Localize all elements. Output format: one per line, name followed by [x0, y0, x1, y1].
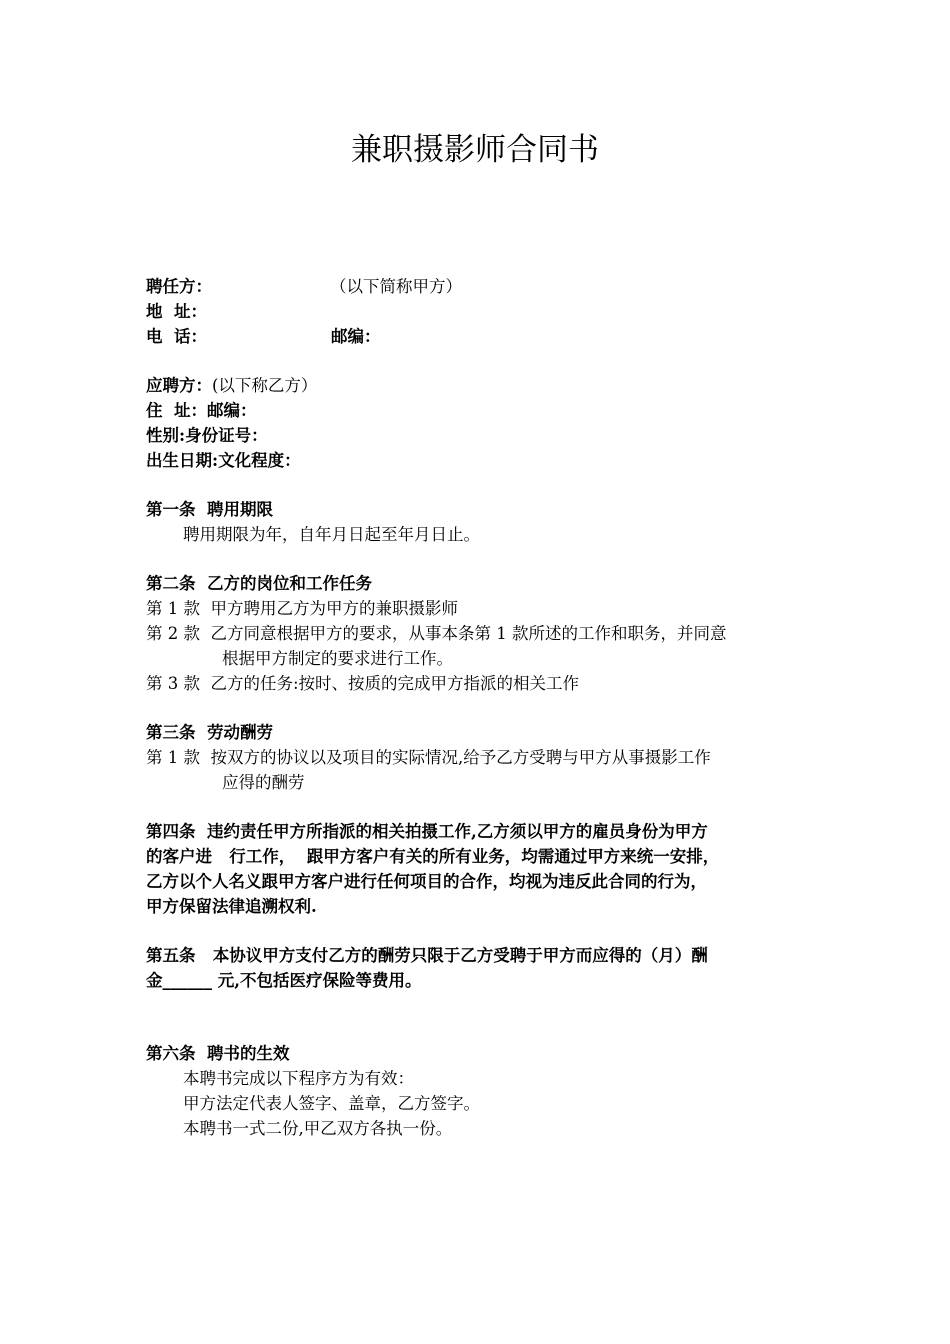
spacer: [146, 349, 810, 373]
article3-heading: 第三条 劳动酬劳: [146, 723, 273, 742]
spacer: [146, 547, 810, 571]
spacer: [146, 795, 810, 819]
employee-birth-line: [146, 448, 810, 473]
employer-address-label: 地 址：: [146, 302, 207, 321]
clause-label: 第 2 款: [146, 624, 211, 643]
article5-line: 第五条 本协议甲方支付乙方的酬劳只限于乙方受聘于甲方而应得的（月）酬: [146, 946, 708, 965]
clause-continuation: 根据甲方制定的要求进行工作。: [222, 649, 453, 668]
article4-line: 第四条 违约责任甲方所指派的相关拍摄工作,乙方须以甲方的雇员身份为甲方: [146, 822, 708, 841]
employer-note: （以下简称甲方）: [330, 277, 462, 296]
employee-gender-label: 性别:: [146, 426, 186, 445]
employee-postcode-label: 邮编：: [207, 401, 257, 420]
article3-item-1: [146, 745, 810, 770]
employee-birth-label: 出生日期:: [146, 451, 219, 470]
spacer: [146, 473, 810, 497]
clause-text: 按双方的协议以及项目的实际情况,给予乙方受聘与甲方从事摄影工作: [210, 748, 711, 767]
employee-address-line: [146, 398, 810, 423]
employee-address-label: 住 址：: [146, 401, 207, 420]
employee-note: (以下称乙方）: [212, 376, 318, 395]
article6-line: 本聘书完成以下程序方为有效：: [183, 1069, 414, 1088]
article2-item-2: [146, 621, 810, 646]
spacer: [146, 919, 810, 943]
clause-label: 第 1 款: [146, 748, 211, 767]
employer-label: 聘任方：: [146, 277, 212, 296]
clause-continuation: 应得的酬劳: [222, 773, 305, 792]
clause-text: 甲方聘用乙方为甲方的兼职摄影师: [210, 599, 458, 618]
amount-blank: ______: [162, 971, 212, 990]
clause-label: 第 1 款: [146, 599, 211, 618]
article2-item-3: [146, 671, 810, 696]
clause-label: 第 3 款: [146, 674, 211, 693]
document-title: 兼职摄影师合同书: [351, 132, 599, 168]
clause-text: 乙方的任务:按时、按质的完成甲方指派的相关工作: [210, 674, 580, 693]
article5-line: [146, 968, 810, 993]
article2-item-1: [146, 596, 810, 621]
article2-heading: 第二条 乙方的岗位和工作任务: [146, 574, 372, 593]
article4-paragraph: [146, 819, 810, 919]
article1-text: 聘用期限为年，自年月日起至年月日止。: [183, 525, 480, 544]
article5-paragraph: [146, 943, 810, 993]
employer-phone-label: 电 话：: [146, 327, 207, 346]
clause-text: 乙方同意根据甲方的要求，从事本条第 1 款所述的工作和职务，并同意: [210, 624, 727, 643]
employee-label: 应聘方：: [146, 376, 212, 395]
article4-line: 的客户进 行工作， 跟甲方客户有关的所有业务，均需通过甲方来统一安排，: [146, 847, 720, 866]
employer-phone-line: [146, 324, 810, 349]
article6-line: 甲方法定代表人签字、盖章，乙方签字。: [183, 1094, 480, 1113]
article1-heading: 第一条 聘用期限: [146, 500, 273, 519]
spacer: [146, 993, 810, 1041]
employee-gender-line: [146, 423, 810, 448]
article6-heading: 第六条 聘书的生效: [146, 1044, 290, 1063]
article6-line: 本聘书一式二份,甲乙双方各执一份。: [183, 1119, 453, 1138]
spacer: [146, 696, 810, 720]
employee-education-label: 文化程度：: [218, 451, 301, 470]
article5-suffix: 元,不包括医疗保险等费用。: [212, 971, 422, 990]
employer-line: [146, 274, 810, 299]
employee-id-label: 身份证号：: [185, 426, 268, 445]
article4-line: 甲方保留法律追溯权利.: [146, 897, 317, 916]
article4-line: 乙方以个人名义跟甲方客户进行任何项目的合作，均视为违反此合同的行为，: [146, 872, 707, 891]
contract-body: [146, 274, 810, 1141]
article5-prefix: 金: [146, 971, 163, 990]
employer-address-line: [146, 299, 810, 324]
employer-postcode-label: 邮编：: [331, 327, 381, 346]
employee-line: [146, 373, 810, 398]
